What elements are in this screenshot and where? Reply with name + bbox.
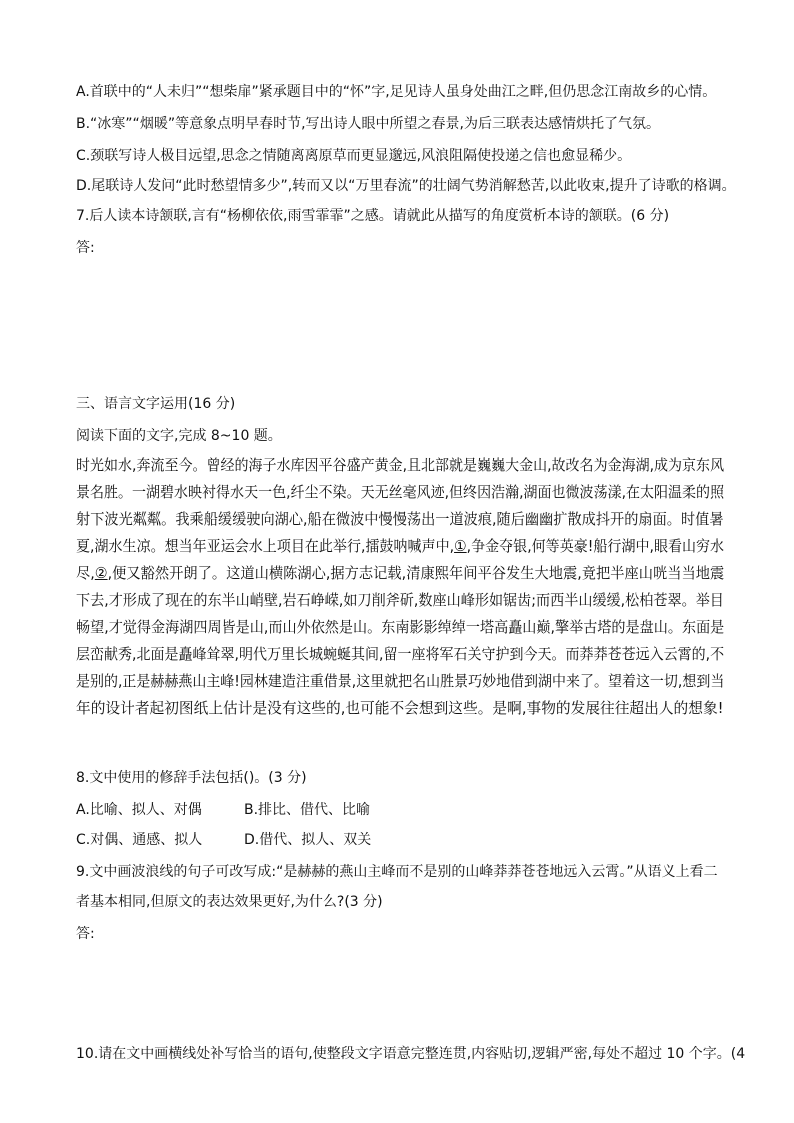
passage-line: 畅望,才觉得金海湖四周皆是山,而山外依然是山。东南影影绰绰一塔高矗山巅,擎举古塔的是盘山。东面是 — [76, 618, 725, 636]
option-a: A.首联中的“人未归”“想柴扉”紧承题目中的“怀”字,足见诗人虽身处曲江之畔,但仍思念江南故乡的心情。 — [76, 84, 717, 100]
passage-text: 夏,湖水生凉。想当年亚运会水上项目在此举行,擂鼓呐喊声中, — [76, 537, 455, 555]
blank-2: ② — [94, 564, 108, 582]
q8-option-d: D.借代、拟人、双关 — [244, 832, 372, 848]
passage-text: ,争金夺银,何等英豪!船行湖中,眼看山穷水 — [466, 537, 725, 555]
q8-options-row-1 — [76, 800, 371, 820]
option-c: C.颈联写诗人极目远望,思念之情随离离原草而更显邈远,风浪阻隔使投递之信也愈显稀少。 — [76, 148, 632, 164]
section-instruction: 阅读下面的文字,完成 8~10 题。 — [76, 428, 282, 444]
passage-line: 层峦献秀,北面是矗峰耸翠,明代万里长城蜿蜒其间,留一座将军石关守护到今天。而莽莽苍苍远入云霄的,不 — [76, 645, 725, 663]
passage-text: ,便又豁然开朗了。这道山横陈湖心,据方志记载,清康熙年间平谷发生大地震,竟把半座山咣当当地震 — [107, 564, 725, 582]
passage-line: 是别的,正是赫赫燕山主峰!园林建造注重借景,这里就把名山胜景巧妙地借到湖中来了。望着这一切,想到当 — [76, 672, 725, 690]
q8-option-c: C.对偶、通感、拟人 — [76, 832, 203, 848]
passage-line: 时光如水,奔流至今。曾经的海子水库因平谷盛产黄金,且北部就是巍巍大金山,故改名为金海湖,成为京东风 — [76, 456, 725, 474]
passage-line: 射下波光粼粼。我乘船缓缓驶向湖心,船在微波中慢慢荡出一道波痕,随后幽幽扩散成抖开的扇面。时值暑 — [76, 510, 724, 528]
question-9-line-2: 者基本相同,但原文的表达效果更好,为什么?(3 分) — [76, 894, 383, 910]
question-9-line-1: 9.文中画波浪线的句子可改写成:“是赫赫的燕山主峰而不是别的山峰莽莽苍苍地远入云霄。”从语义上看二 — [76, 864, 718, 880]
question-8: 8.文中使用的修辞手法包括()。(3 分) — [76, 770, 307, 786]
passage-line: 景名胜。一湖碧水映衬得水天一色,纤尘不染。天无丝毫风迹,但终因浩瀚,湖面也微波荡漾,在太阳温柔的照 — [76, 483, 725, 501]
passage-line — [76, 533, 724, 560]
section-title: 三、语言文字运用(16 分) — [76, 396, 236, 412]
option-d: D.尾联诗人发问“此时愁望情多少”,转而又以“万里春流”的壮阔气势消解愁苦,以此收束,提升了诗歌的格调。 — [76, 178, 736, 194]
q8-option-b: B.排比、借代、比喻 — [244, 802, 371, 818]
option-b: B.“冰寒”“烟暖”等意象点明早春时节,写出诗人眼中所望之春景,为后三联表达感情烘托了气氛。 — [76, 116, 660, 132]
passage-line — [76, 560, 724, 587]
q8-option-a: A.比喻、拟人、对偶 — [76, 802, 202, 818]
passage-line: 下去,才形成了现在的东半山峭壁,岩石峥嵘,如刀削斧斫,数座山峰形如锯齿;而西半山缓缓,松柏苍翠。举目 — [76, 591, 724, 609]
passage-line: 年的设计者起初图纸上估计是没有这些的,也可能不会想到这些。是啊,事物的发展往往超出人的想象! — [76, 699, 724, 717]
question-10: 10.请在文中画横线处补写恰当的语句,使整段文字语意完整连贯,内容贴切,逻辑严密,每处不超过 10 个字。(4 — [76, 1046, 746, 1062]
q8-options-row-2 — [76, 830, 372, 850]
answer-label-q9: 答: — [76, 926, 95, 942]
answer-label-q7: 答: — [76, 240, 95, 256]
blank-1: ① — [454, 537, 467, 555]
question-7: 7.后人读本诗颔联,言有“杨柳依依,雨雪霏霏”之感。请就此从描写的角度赏析本诗的颔联。(6 分) — [76, 208, 670, 224]
passage-text: 尽, — [76, 564, 95, 582]
